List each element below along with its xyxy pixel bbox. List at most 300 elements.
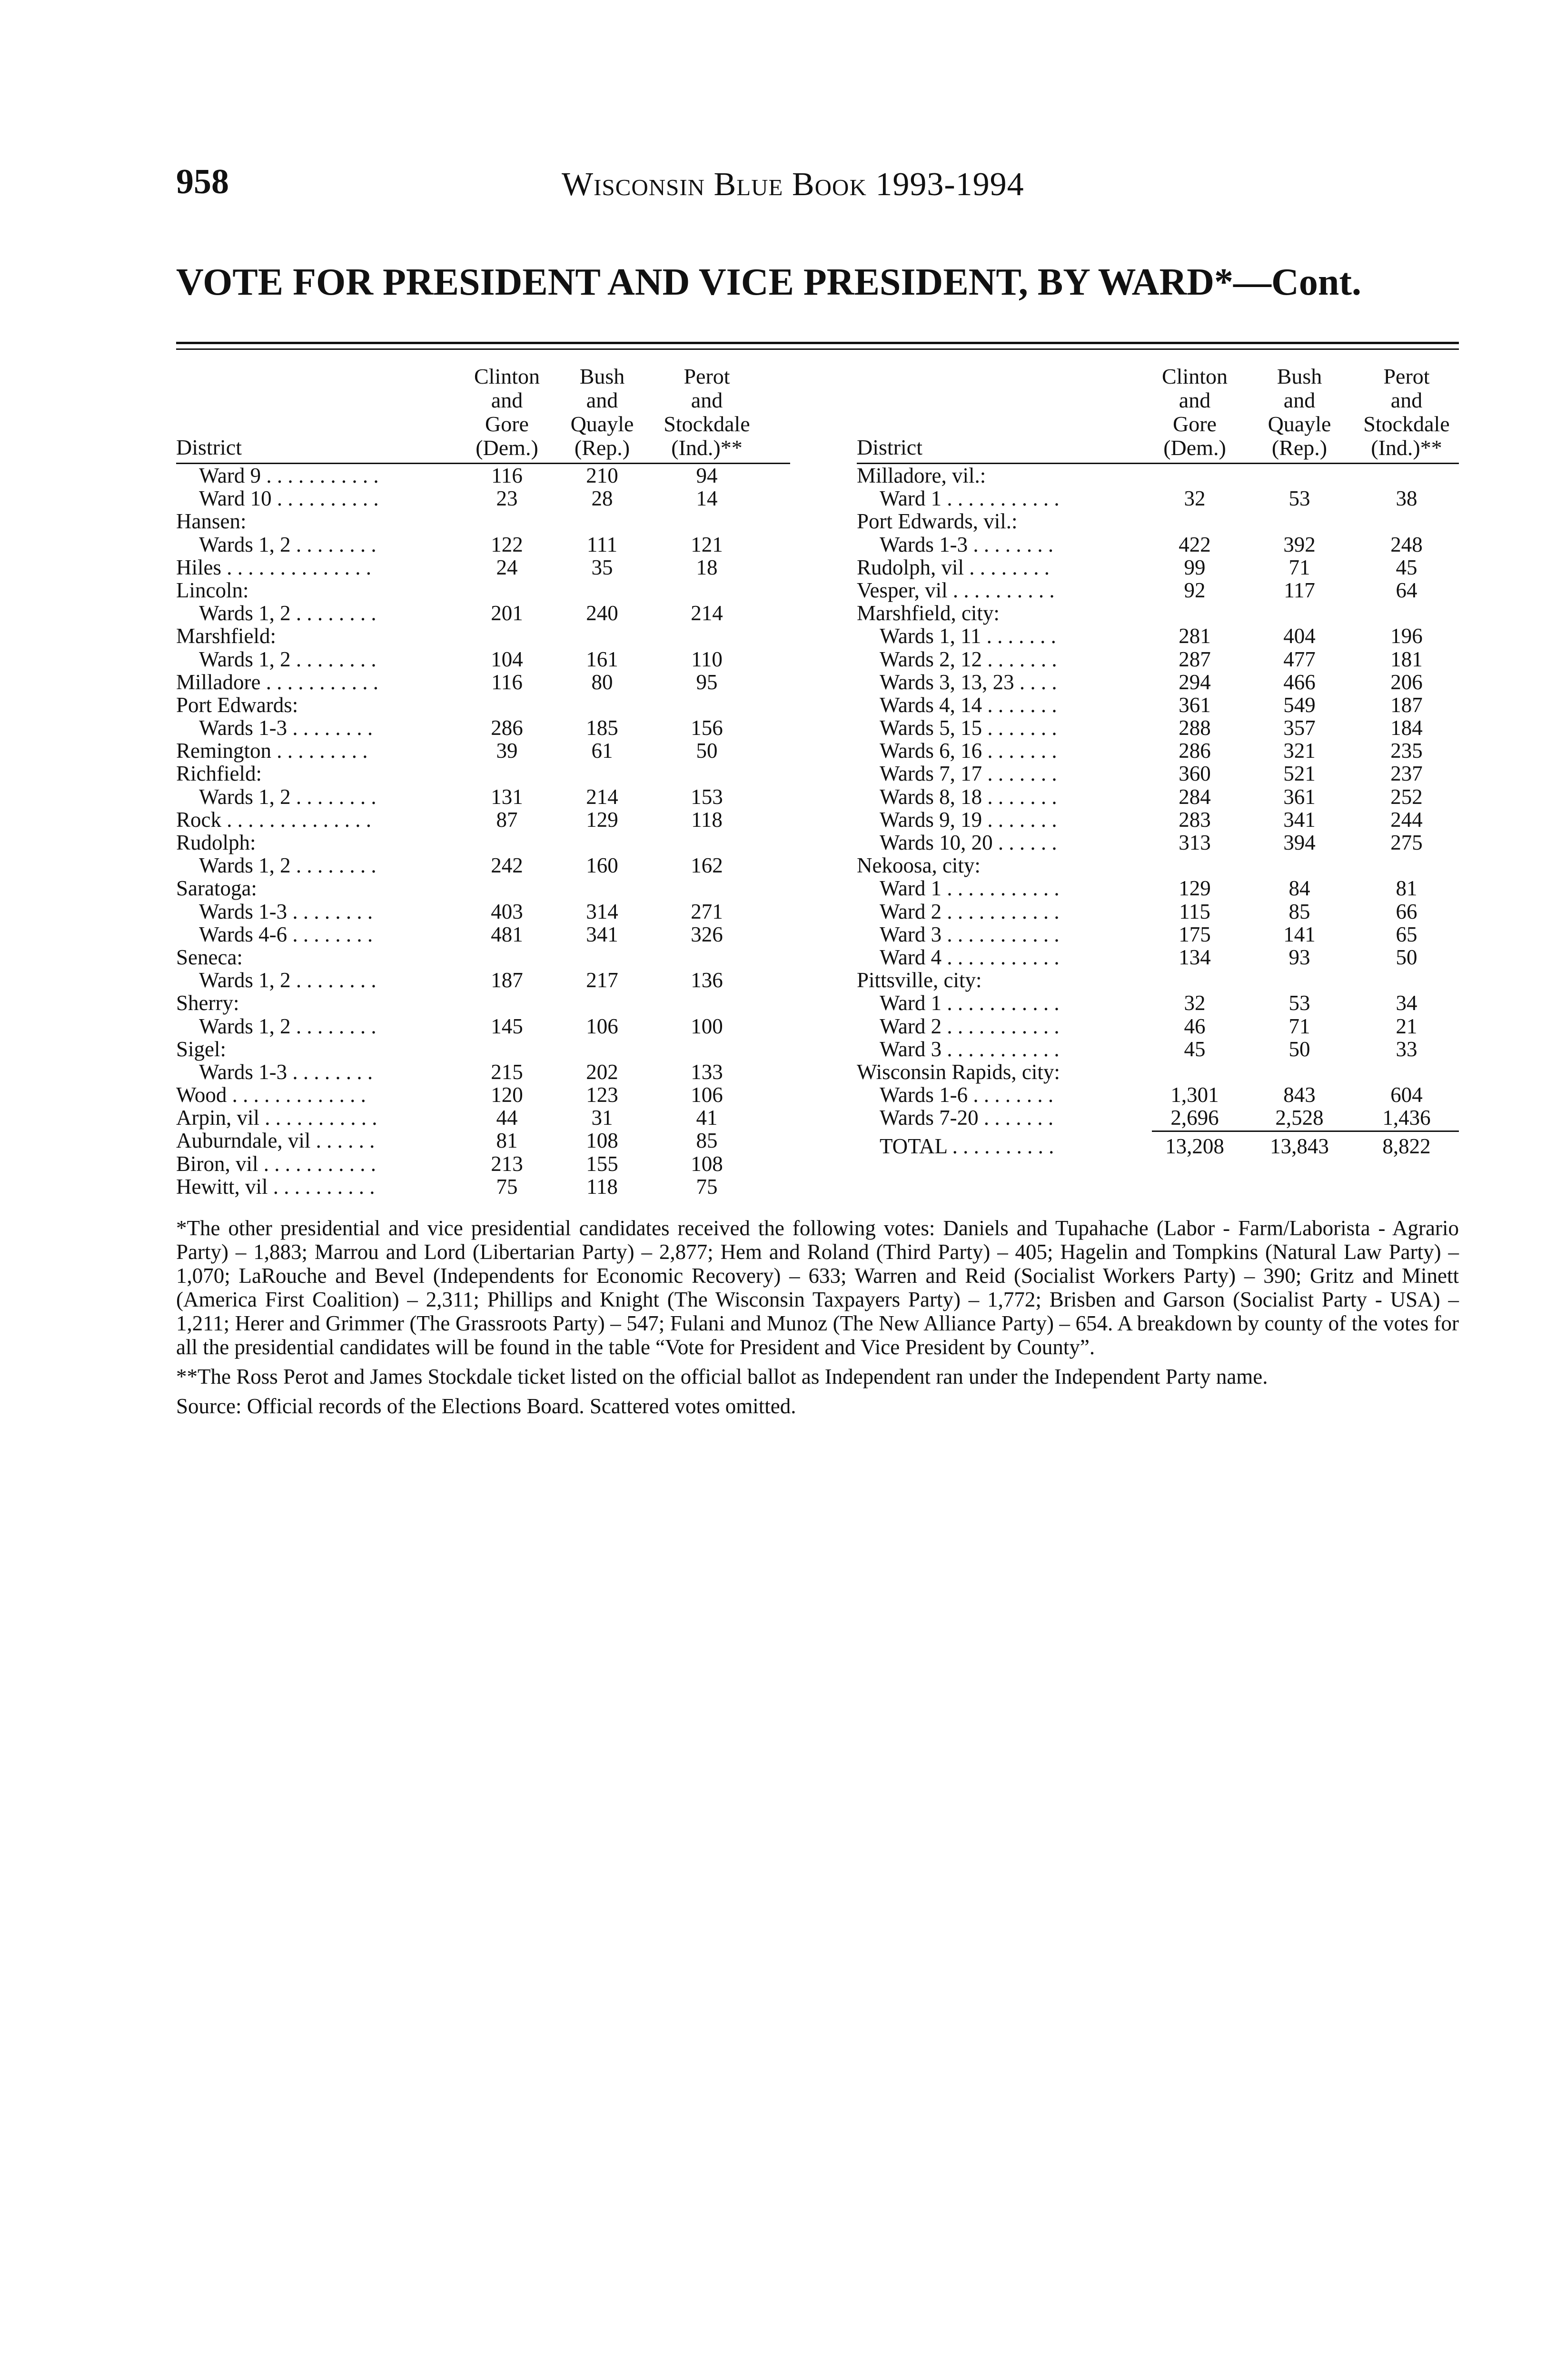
header-bush-quayle [566,365,638,460]
district-name: Wards 4, 14 . . . . . . . [880,693,1057,717]
page-number: 958 [176,162,229,201]
bush-quayle-votes: 217 [586,968,618,992]
district-name: Arpin, vil . . . . . . . . . . . [176,1106,377,1130]
district-name: Wards 2, 12 . . . . . . . [880,647,1057,671]
table-row [176,671,790,694]
district-name: Hiles . . . . . . . . . . . . . . [176,555,371,579]
district-name: Wards 8, 18 . . . . . . . [880,784,1057,809]
bush-quayle-votes: 2,528 [1275,1106,1324,1130]
table-row [857,487,1459,510]
district-name: Seneca: [176,945,243,969]
bush-quayle-votes: 357 [1283,716,1316,740]
clinton-gore-votes: 2,696 [1170,1106,1219,1130]
header-line: and [1283,388,1316,412]
district-name: Wards 6, 16 . . . . . . . [880,739,1057,763]
table-row [176,1175,790,1198]
bush-quayle-votes: 240 [586,601,618,625]
district-name: Wards 1-3 . . . . . . . . [880,532,1054,556]
perot-stockdale-votes: 64 [1396,578,1417,602]
bush-quayle-votes: 392 [1283,532,1316,556]
table-row [857,694,1459,716]
perot-stockdale-votes: 38 [1396,486,1417,511]
perot-stockdale-votes: 85 [696,1129,718,1153]
district-name: Ward 9 . . . . . . . . . . . [199,464,379,487]
bush-quayle-votes: 202 [586,1060,618,1084]
district-name: Richfield: [176,762,262,786]
district-name: Wards 1, 2 . . . . . . . . [199,532,377,556]
header-line: and [1390,388,1423,412]
bush-quayle-votes: 404 [1283,624,1316,648]
total-clinton-gore: 13,208 [1165,1134,1224,1159]
district-name: Rudolph, vil . . . . . . . . [857,555,1050,579]
perot-stockdale-votes: 66 [1396,899,1417,923]
bush-quayle-votes: 341 [1283,807,1316,832]
total-label: TOTAL . . . . . . . . . . [880,1134,1054,1159]
district-name: Port Edwards, vil.: [857,509,1018,534]
table-row [857,1106,1459,1129]
table-right-panel [857,362,1459,1158]
district-name: Wood . . . . . . . . . . . . . [176,1083,366,1107]
header-line: Perot [1383,364,1430,388]
district-name: Biron, vil . . . . . . . . . . . [176,1151,377,1176]
header-clinton-gore [1152,365,1238,460]
perot-stockdale-votes: 153 [691,784,723,809]
table-row [176,625,790,647]
bush-quayle-votes: 210 [586,464,618,487]
table-row [857,946,1459,969]
clinton-gore-votes: 104 [491,647,523,671]
perot-stockdale-votes: 214 [691,601,723,625]
perot-stockdale-votes: 50 [696,739,718,763]
clinton-gore-votes: 32 [1184,991,1206,1015]
header-line: Bush [1277,364,1322,388]
table-row [176,579,790,602]
district-name: Wisconsin Rapids, city: [857,1060,1060,1084]
table-row [857,854,1459,877]
header-line: Quayle [1268,412,1331,436]
table-row [176,877,790,900]
table-body-right [857,464,1459,1158]
perot-stockdale-votes: 18 [696,555,718,579]
clinton-gore-votes: 116 [491,464,523,487]
clinton-gore-votes: 361 [1179,693,1211,717]
header-line: (Rep.) [1271,436,1328,460]
table-row [176,487,790,510]
bush-quayle-votes: 341 [586,922,618,946]
clinton-gore-votes: 39 [496,739,518,763]
perot-stockdale-votes: 235 [1390,739,1423,763]
bush-quayle-votes: 111 [586,532,618,556]
table-row [857,762,1459,785]
district-name: Pittsville, city: [857,968,982,992]
table-row [857,739,1459,762]
table-top-rule [176,342,1459,344]
district-name: Sherry: [176,991,239,1015]
district-name: Wards 1-3 . . . . . . . . [199,716,373,740]
header-line: (Ind.)** [1371,436,1442,460]
district-name: Ward 10 . . . . . . . . . . [199,486,379,511]
bush-quayle-votes: 93 [1288,945,1310,969]
footnote-source: Source: Official records of the Elections Board. Scattered votes omitted. [176,1394,796,1418]
table-row [857,671,1459,694]
bush-quayle-votes: 161 [586,647,618,671]
district-name: Ward 2 . . . . . . . . . . . [880,1014,1060,1038]
bush-quayle-votes: 80 [591,670,613,694]
perot-stockdale-votes: 184 [1390,716,1423,740]
district-name: Ward 1 . . . . . . . . . . . [880,876,1060,901]
header-line: Stockdale [1363,412,1450,436]
perot-stockdale-votes: 196 [1390,624,1423,648]
clinton-gore-votes: 294 [1179,670,1211,694]
total-perot-stockdale: 8,822 [1382,1134,1431,1159]
clinton-gore-votes: 46 [1184,1014,1206,1038]
district-name: Wards 1, 2 . . . . . . . . [199,784,377,809]
table-row [857,1061,1459,1083]
clinton-gore-votes: 145 [491,1014,523,1038]
header-line: Clinton [474,364,540,388]
perot-stockdale-votes: 21 [1396,1014,1417,1038]
district-name: Ward 1 . . . . . . . . . . . [880,991,1060,1015]
table-row [176,1152,790,1175]
district-name: Wards 1, 2 . . . . . . . . [199,601,377,625]
perot-stockdale-votes: 162 [691,853,723,878]
clinton-gore-votes: 131 [491,784,523,809]
footnote-perot-ticket: **The Ross Perot and James Stockdale ticket listed on the official ballot as Independent ran under the Independent Party name. [176,1365,1268,1388]
bush-quayle-votes: 123 [586,1083,618,1107]
district-name: Rudolph: [176,831,256,854]
bush-quayle-votes: 84 [1288,876,1310,901]
perot-stockdale-votes: 33 [1396,1037,1417,1061]
clinton-gore-votes: 481 [491,922,523,946]
running-head: Wisconsin Blue Book 1993-1994 [562,166,1024,203]
table-row [857,579,1459,602]
table-row [176,694,790,716]
district-name: Remington . . . . . . . . . [176,739,368,763]
table-row [176,808,790,831]
footnotes [176,1216,1459,1424]
perot-stockdale-votes: 45 [1396,555,1417,579]
district-name: Wards 1, 2 . . . . . . . . [199,647,377,671]
perot-stockdale-votes: 100 [691,1014,723,1038]
header-clinton-gore [471,365,543,460]
clinton-gore-votes: 87 [496,807,518,832]
district-name: Wards 1, 2 . . . . . . . . [199,968,377,992]
bush-quayle-votes: 85 [1288,899,1310,923]
table-row [176,946,790,969]
perot-stockdale-votes: 237 [1390,762,1423,786]
table-row [857,900,1459,923]
table-row [176,923,790,946]
header-line: Gore [485,412,529,436]
district-name: Ward 4 . . . . . . . . . . . [880,945,1060,969]
district-name: Wards 1-3 . . . . . . . . [199,1060,373,1084]
header-line: (Rep.) [574,436,630,460]
table-row [857,464,1459,487]
header-line: Stockdale [664,412,750,436]
table-row [857,831,1459,854]
clinton-gore-votes: 281 [1179,624,1211,648]
district-name: Sigel: [176,1037,227,1061]
clinton-gore-votes: 360 [1179,762,1211,786]
district-name: Auburndale, vil . . . . . . [176,1129,375,1153]
header-line: Bush [579,364,625,388]
district-name: Wards 1-3 . . . . . . . . [199,899,373,923]
header-line: and [586,388,618,412]
table-row [176,1106,790,1129]
district-name: Wards 1-6 . . . . . . . . [880,1083,1054,1107]
table-body-left [176,464,790,1198]
bush-quayle-votes: 466 [1283,670,1316,694]
header-line: Perot [684,364,730,388]
perot-stockdale-votes: 110 [691,647,723,671]
clinton-gore-votes: 288 [1179,716,1211,740]
perot-stockdale-votes: 108 [691,1151,723,1176]
table-row [176,1061,790,1083]
bush-quayle-votes: 843 [1283,1083,1316,1107]
district-name: Rock . . . . . . . . . . . . . . [176,807,371,832]
page-title: VOTE FOR PRESIDENT AND VICE PRESIDENT, BY WARD*—Cont. [176,261,1361,303]
header-line: (Ind.)** [671,436,743,460]
table-row [176,1038,790,1061]
clinton-gore-votes: 122 [491,532,523,556]
district-name: Ward 1 . . . . . . . . . . . [880,486,1060,511]
perot-stockdale-votes: 244 [1390,807,1423,832]
bush-quayle-votes: 31 [591,1106,613,1130]
clinton-gore-votes: 134 [1179,945,1211,969]
district-name: Marshfield: [176,624,276,648]
clinton-gore-votes: 44 [496,1106,518,1130]
perot-stockdale-votes: 81 [1396,876,1417,901]
district-name: Marshfield, city: [857,601,1000,625]
perot-stockdale-votes: 206 [1390,670,1423,694]
table-row [176,533,790,556]
table-row [857,510,1459,533]
clinton-gore-votes: 175 [1179,922,1211,946]
bush-quayle-votes: 53 [1288,486,1310,511]
clinton-gore-votes: 286 [491,716,523,740]
district-name: Hewitt, vil . . . . . . . . . . [176,1174,375,1199]
table-row [857,1038,1459,1061]
table-row [857,602,1459,625]
bush-quayle-votes: 314 [586,899,618,923]
clinton-gore-votes: 81 [496,1129,518,1153]
clinton-gore-votes: 287 [1179,647,1211,671]
district-name: Wards 1, 2 . . . . . . . . [199,853,377,878]
district-name: Wards 10, 20 . . . . . . [880,831,1057,854]
table-row [857,808,1459,831]
clinton-gore-votes: 403 [491,899,523,923]
table-left-panel [176,362,790,1198]
bush-quayle-votes: 155 [586,1151,618,1176]
bush-quayle-votes: 108 [586,1129,618,1153]
table-row [176,762,790,785]
table-row [857,625,1459,647]
district-name: Vesper, vil . . . . . . . . . . [857,578,1055,602]
table-row [176,1129,790,1152]
column-header [176,362,790,464]
perot-stockdale-votes: 156 [691,716,723,740]
district-name: Ward 3 . . . . . . . . . . . [880,922,1060,946]
table-row [176,831,790,854]
header-line: and [691,388,723,412]
clinton-gore-votes: 23 [496,486,518,511]
clinton-gore-votes: 120 [491,1083,523,1107]
perot-stockdale-votes: 65 [1396,922,1417,946]
bush-quayle-votes: 71 [1288,1014,1310,1038]
clinton-gore-votes: 215 [491,1060,523,1084]
bush-quayle-votes: 141 [1283,922,1316,946]
bush-quayle-votes: 61 [591,739,613,763]
bush-quayle-votes: 129 [586,807,618,832]
bush-quayle-votes: 117 [1284,578,1315,602]
perot-stockdale-votes: 181 [1390,647,1423,671]
district-name: Hansen: [176,509,247,534]
district-name: Ward 3 . . . . . . . . . . . [880,1037,1060,1061]
district-name: Lincoln: [176,578,249,602]
header-perot-stockdale [652,365,762,460]
district-name: Wards 7-20 . . . . . . . [880,1106,1054,1130]
clinton-gore-votes: 75 [496,1174,518,1199]
clinton-gore-votes: 129 [1179,876,1211,901]
table-row [176,1083,790,1106]
table-row [857,533,1459,556]
perot-stockdale-votes: 14 [696,486,718,511]
table-row [857,969,1459,992]
table-row [857,923,1459,946]
district-name: Wards 3, 13, 23 . . . . [880,670,1057,694]
perot-stockdale-votes: 34 [1396,991,1417,1015]
perot-stockdale-votes: 75 [696,1174,718,1199]
header-line: Quayle [570,412,634,436]
table-row [176,785,790,808]
table-row [857,1015,1459,1038]
clinton-gore-votes: 32 [1184,486,1206,511]
bush-quayle-votes: 28 [591,486,613,511]
district-name: Ward 2 . . . . . . . . . . . [880,899,1060,923]
perot-stockdale-votes: 106 [691,1083,723,1107]
clinton-gore-votes: 422 [1179,532,1211,556]
table-row [176,1015,790,1038]
clinton-gore-votes: 286 [1179,739,1211,763]
clinton-gore-votes: 213 [491,1151,523,1176]
perot-stockdale-votes: 94 [696,464,718,487]
table-row [176,900,790,923]
bush-quayle-votes: 71 [1288,555,1310,579]
clinton-gore-votes: 1,301 [1170,1083,1219,1107]
bush-quayle-votes: 521 [1283,762,1316,786]
header-line: (Dem.) [1163,436,1226,460]
table-row [857,1083,1459,1106]
perot-stockdale-votes: 248 [1390,532,1423,556]
district-name: Wards 7, 17 . . . . . . . [880,762,1057,786]
perot-stockdale-votes: 271 [691,899,723,923]
clinton-gore-votes: 45 [1184,1037,1206,1061]
perot-stockdale-votes: 1,436 [1382,1106,1431,1130]
clinton-gore-votes: 99 [1184,555,1206,579]
bush-quayle-votes: 549 [1283,693,1316,717]
table-row [176,464,790,487]
district-name: Milladore . . . . . . . . . . . [176,670,378,694]
clinton-gore-votes: 116 [491,670,523,694]
header-line: Gore [1173,412,1217,436]
header-district: District [857,435,922,459]
district-name: Wards 1, 11 . . . . . . . [880,624,1056,648]
table-row [176,510,790,533]
table-row [857,716,1459,739]
clinton-gore-votes: 24 [496,555,518,579]
perot-stockdale-votes: 252 [1390,784,1423,809]
table-row [857,648,1459,671]
district-name: Nekoosa, city: [857,853,981,878]
table-row [176,602,790,625]
footnote-other-candidates: *The other presidential and vice presidential candidates received the following votes: Daniels and Tupahache (Labor - Farm/Laborista - Agrario Party) – 1,883; Marrou and Lord (Libertarian Party) – 2,877; Hem and Roland (Third Party) – 405; Hagelin and Tompkins (Natural Law Party) – 1,070; LaRouche and Bevel (Independents for Economic Recovery) – 633; Warren and Reid (Socialist Workers Party) – 390; Gritz and Minett (America First Coalition) – 2,311; Phillips and Knight (The Wisconsin Taxpayers Party) – 1,772; Brisben and Garson (Socialist Party - USA) – 1,211; Herer and Grimmer (The Grassroots Party) – 547; Fulani and Munoz (The New Alliance Party) – 654. A breakdown by county of the votes for all the presidential candidates will be found in the table “Vote for President and Vice President by County”. [176,1216,1459,1359]
table-row [857,785,1459,808]
bush-quayle-votes: 361 [1283,784,1316,809]
district-name: Wards 4-6 . . . . . . . . [199,922,373,946]
header-district: District [176,435,242,459]
table-row [176,716,790,739]
total-row [857,1135,1459,1158]
clinton-gore-votes: 115 [1179,899,1210,923]
column-header [857,362,1459,464]
perot-stockdale-votes: 187 [1390,693,1423,717]
bush-quayle-votes: 185 [586,716,618,740]
header-line: (Dem.) [476,436,538,460]
total-bush-quayle: 13,843 [1270,1134,1329,1159]
perot-stockdale-votes: 118 [691,807,723,832]
perot-stockdale-votes: 604 [1390,1083,1423,1107]
header-line: Clinton [1161,364,1228,388]
header-bush-quayle [1257,365,1342,460]
perot-stockdale-votes: 41 [696,1106,718,1130]
district-name: Port Edwards: [176,693,298,717]
clinton-gore-votes: 201 [491,601,523,625]
bush-quayle-votes: 53 [1288,991,1310,1015]
district-name: Wards 5, 15 . . . . . . . [880,716,1057,740]
clinton-gore-votes: 187 [491,968,523,992]
table-row [176,992,790,1014]
district-name: Saratoga: [176,876,257,901]
clinton-gore-votes: 313 [1179,831,1211,854]
clinton-gore-votes: 284 [1179,784,1211,809]
table-row [176,969,790,992]
bush-quayle-votes: 106 [586,1014,618,1038]
district-name: Milladore, vil.: [857,464,986,487]
perot-stockdale-votes: 133 [691,1060,723,1084]
bush-quayle-votes: 118 [586,1174,618,1199]
table-row [176,648,790,671]
district-name: Wards 1, 2 . . . . . . . . [199,1014,377,1038]
perot-stockdale-votes: 121 [691,532,723,556]
table-row [176,854,790,877]
bush-quayle-votes: 160 [586,853,618,878]
header-perot-stockdale [1352,365,1461,460]
bush-quayle-votes: 214 [586,784,618,809]
clinton-gore-votes: 92 [1184,578,1206,602]
total-rule [1152,1130,1459,1132]
perot-stockdale-votes: 326 [691,922,723,946]
header-line: and [491,388,523,412]
perot-stockdale-votes: 136 [691,968,723,992]
perot-stockdale-votes: 275 [1390,831,1423,854]
clinton-gore-votes: 283 [1179,807,1211,832]
table-row [176,739,790,762]
table-row [857,877,1459,900]
bush-quayle-votes: 35 [591,555,613,579]
bush-quayle-votes: 394 [1283,831,1316,854]
bush-quayle-votes: 321 [1283,739,1316,763]
bush-quayle-votes: 50 [1288,1037,1310,1061]
